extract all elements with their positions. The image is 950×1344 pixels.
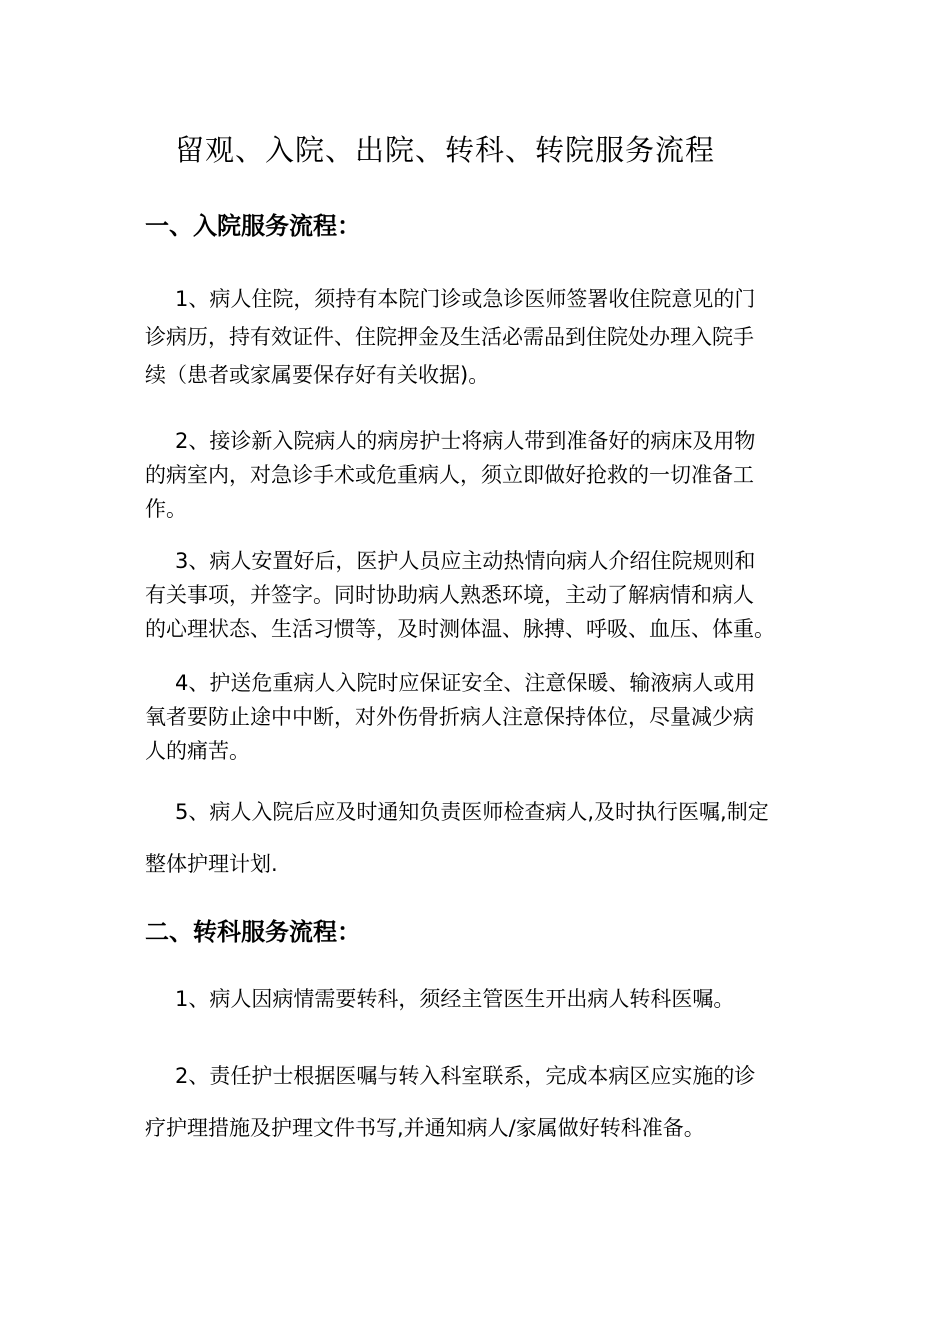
paragraph-line: 氧者要防止途中中断，对外伤骨折病人注意保持体位，尽量减少病 (145, 705, 754, 729)
section-heading-transfer: 二、转科服务流程： (145, 918, 361, 946)
paragraph-line: 人的痛苦。 (145, 739, 250, 763)
paragraph-line: 的病室内，对急诊手术或危重病人，须立即做好抢救的一切准备工 (145, 463, 754, 487)
section-heading-admission: 一、入院服务流程： (145, 212, 361, 240)
paragraph-line: 3、病人安置好后，医护人员应主动热情向病人介绍住院规则和 (175, 549, 756, 573)
paragraph-line: 的心理状态、生活习惯等，及时测体温、脉搏、呼吸、血压、体重。 (145, 617, 775, 641)
admission-paragraph-2 (145, 424, 810, 526)
admission-paragraph-5 (145, 786, 810, 890)
paragraph-line: 2、责任护士根据医嘱与转入科室联系，完成本病区应实施的诊 (175, 1064, 756, 1088)
document-title: 留观、入院、出院、转科、转院服务流程 (175, 133, 716, 167)
paragraph-line: 作。 (145, 497, 187, 521)
paragraph-line: 1、病人因病情需要转科，须经主管医生开出病人转科医嘱。 (175, 987, 735, 1011)
paragraph-line: 4、护送危重病人入院时应保证安全、注意保暖、输液病人或用 (175, 671, 756, 695)
paragraph-line: 整体护理计划. (145, 852, 278, 876)
paragraph-line: 疗护理措施及护理文件书写,并通知病人/家属做好转科准备。 (145, 1116, 705, 1140)
transfer-paragraph-2 (145, 1050, 810, 1154)
paragraph-line: 1、病人住院，须持有本院门诊或急诊医师签署收住院意见的门 (175, 287, 756, 311)
paragraph-line: 2、接诊新入院病人的病房护士将病人带到准备好的病床及用物 (175, 429, 756, 453)
transfer-paragraph-1 (145, 982, 810, 1016)
paragraph-line: 5、病人入院后应及时通知负责医师检查病人,及时执行医嘱,制定 (175, 800, 769, 824)
admission-paragraph-3 (145, 544, 810, 646)
paragraph-line: 诊病历，持有效证件、住院押金及生活必需品到住院处办理入院手 (145, 325, 754, 349)
admission-paragraph-4 (145, 666, 810, 768)
admission-paragraph-1 (145, 280, 810, 394)
paragraph-line: 续（患者或家属要保存好有关收据)。 (145, 363, 490, 387)
paragraph-line: 有关事项，并签字。同时协助病人熟悉环境，主动了解病情和病人 (145, 583, 754, 607)
